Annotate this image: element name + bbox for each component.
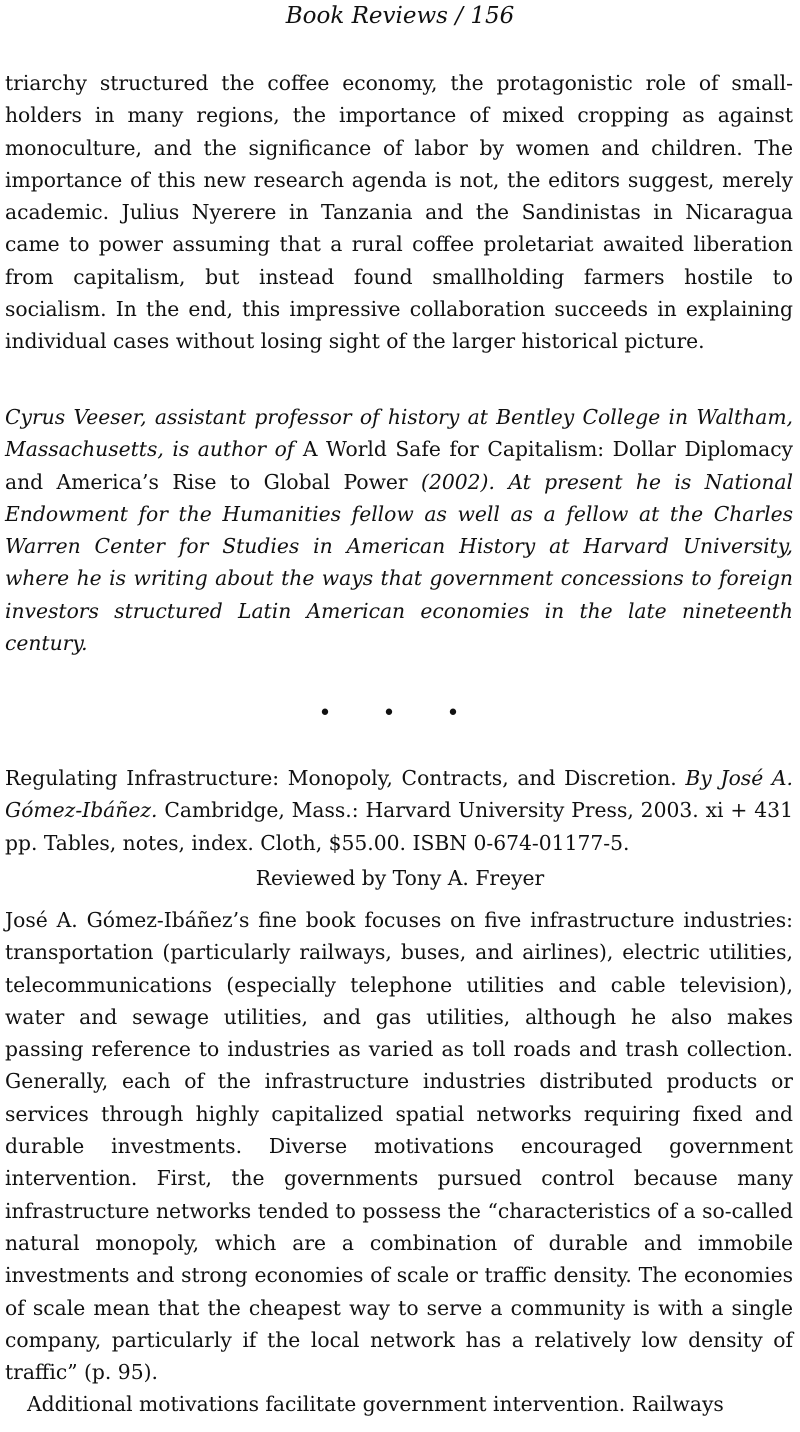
bio-paragraph (5, 401, 793, 659)
reviewer-line: Reviewed by Tony A. Freyer (255, 866, 545, 890)
running-head: Book Reviews / 156 (285, 3, 515, 29)
bio-text-part2: (2002). At present he is National Endowment for the Humanities fellow as well as a fellow at the Charles Warren Center for Studies in American History at Harvard University, where he is writing about the ways that government concessions to foreign investors structured Latin American economies in the late nineteenth century. (5, 469, 793, 656)
citation-title: Regulating Infrastructure: Monopoly, Contracts, and Discretion. (5, 766, 677, 790)
body-paragraph: triarchy structured the coffee economy, the protagonistic role of smallholders in many regions, the importance of mixed cropping as against monoculture, and the significance of labor by women and children. The importance of this new research agenda is not, the editors suggest, merely academic. Julius Nyerere in Tanzania and the Sandinistas in Nicaragua came to power assuming that a rural coffee proletariat awaited liberation from capitalism, but instead found smallholding farmers hostile to socialism. In the end, this impressive collaboration succeeds in explaining individual cases without losing sight of the larger historical picture. (5, 71, 793, 354)
book-citation (5, 762, 793, 859)
reviewer-bio (5, 401, 793, 659)
bio-text-part1: Cyrus Veeser, assistant professor of history at Bentley College in Waltham, Massachusetts, is author of (5, 405, 793, 462)
review-paragraph: Additional motivations facilitate government intervention. Railways (27, 1392, 724, 1417)
citation-publication: Cambridge, Mass.: Harvard University Press, 2003. xi + 431 pp. Tables, notes, index. Cloth, $55.00. ISBN 0-674-01177-5. (5, 798, 793, 855)
previous-review-closing-paragraph (5, 67, 793, 358)
citation-author: By José A. Gómez-Ibáñez. (5, 766, 793, 823)
review-paragraph: José A. Gómez-Ibáñez’s fine book focuses on five infrastructure industries: transportation (particularly railways, buses, and airlines), electric utilities, telecommunications (especially telephone utilities and cable television), water and sewage utilities, and gas utilities, although he also makes passing reference to industries as varied as toll roads and trash collection. Generally, each of the infrastructure industries distributed products or services through highly capitalized spatial networks requiring fixed and durable investments. Diverse motivations encouraged government intervention. First, the governments pursued control because many infrastructure networks tended to possess the “characteristics of a so-called natural monopoly, which are a combination of durable and immobile investments and strong economies of scale or traffic density. The economies of scale mean that the cheapest way to serve a community is with a single company, particularly if the local network has a relatively low density of traffic” (p. 95). (5, 908, 793, 1385)
review-body (5, 904, 793, 1421)
citation-paragraph (5, 762, 793, 859)
bio-book-title: A World Safe for Capitalism: Dollar Diplomacy and America’s Rise to Global Power (5, 437, 794, 494)
section-separator: • • • (318, 701, 482, 726)
